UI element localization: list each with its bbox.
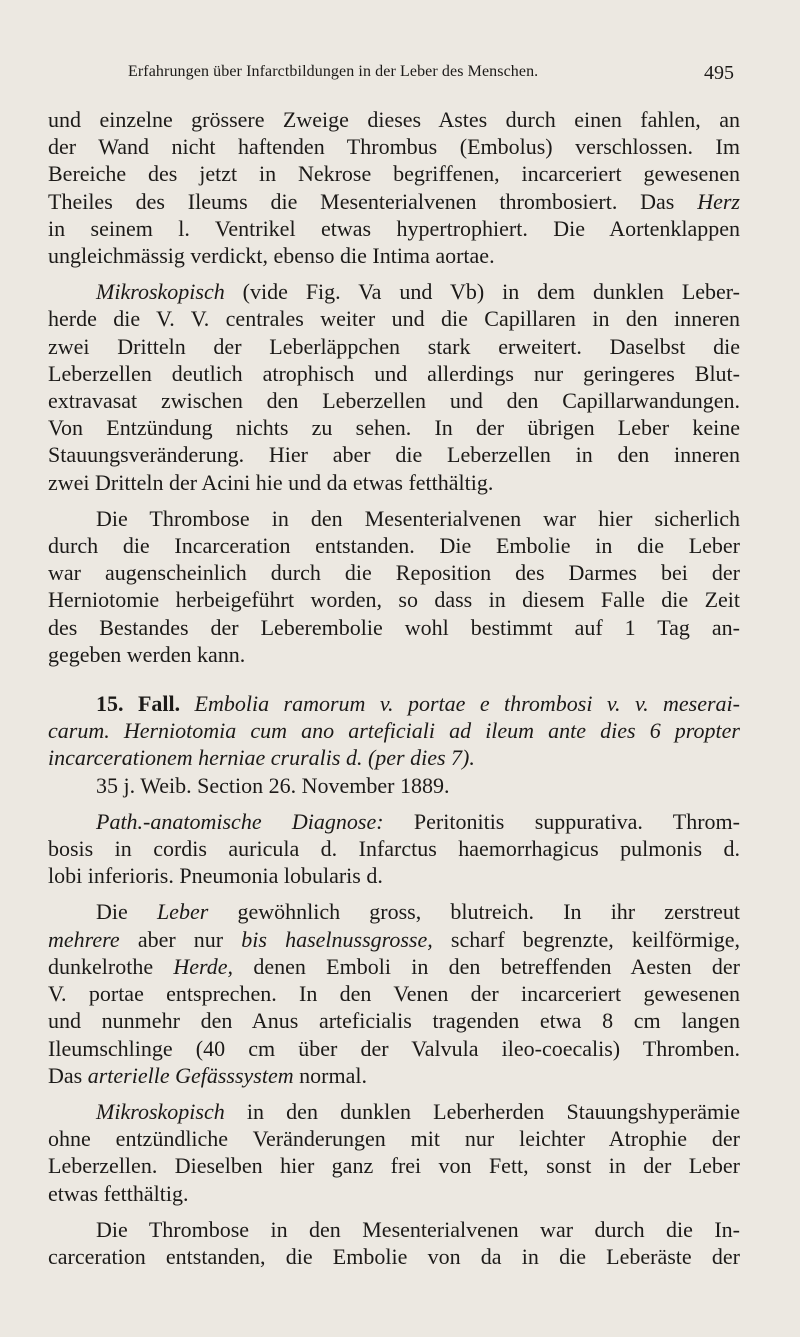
paragraph-thrombosis-discussion <box>48 505 740 668</box>
text-line: in seinem l. Ventrikel etwas hypertrophiert. Die Aortenklappen <box>48 215 740 241</box>
text-line: und nunmehr den Anus arteficialis tragenden etwa 8 cm langen <box>48 1008 740 1034</box>
text-segment: Theiles des Ileums die Mesenterialvenen thrombosiert. Das <box>48 188 675 214</box>
page-header <box>0 58 800 88</box>
italic-term: Herde, <box>173 953 234 979</box>
text-line: Ileumschlinge (40 cm über der Valvula ileo-coecalis) Thromben. <box>48 1035 740 1061</box>
text-line <box>48 188 740 215</box>
text-line: V. portae entsprechen. In den Venen der incarceriert gewesenen <box>48 981 740 1007</box>
body-text <box>48 106 740 1270</box>
text-line <box>48 953 740 980</box>
text-line: Leberzellen. Dieselben hier ganz frei von Fett, sonst in der Leber <box>48 1153 740 1179</box>
text-line: Herniotomie herbeigeführt worden, so dass in diesem Falle die Zeit <box>48 587 740 613</box>
text-line: der Wand nicht haftenden Thrombus (Embolus) verschlossen. Im <box>48 134 740 160</box>
italic-term: mehrere <box>48 926 120 952</box>
italic-term: Mikroskopisch <box>96 1098 225 1124</box>
paragraph-autopsy-findings <box>48 106 740 269</box>
text-line: durch die Incarceration entstanden. Die Embolie in die Leber <box>48 533 740 559</box>
running-head: Erfahrungen über Infarctbildungen in der Leber des Menschen. <box>128 63 539 80</box>
text-segment: normal. <box>299 1062 367 1088</box>
paragraph-microscopic-findings <box>48 278 740 496</box>
text-line: herde die V. V. centrales weiter und die Capillaren in den inneren <box>48 306 740 332</box>
text-segment: (vide Fig. Va und Vb) in dem dunklen Leber- <box>242 279 740 305</box>
text-line: Die Thrombose in den Mesenterialvenen war hier sicherlich <box>96 505 740 531</box>
text-line: und einzelne grössere Zweige dieses Astes durch einen fahlen, an <box>48 107 740 132</box>
text-segment: in den dunklen Leberherden Stauungshyperämie <box>246 1098 740 1124</box>
text-line: Leberzellen deutlich atrophisch und allerdings nur geringeres Blut- <box>48 360 740 386</box>
text-line: carum. Herniotomia cum ano arteficiali ad ileum ante dies 6 propter <box>48 718 740 744</box>
italic-term: arterielle Gefässsystem <box>87 1062 294 1088</box>
paragraph-conclusion <box>48 1216 740 1270</box>
text-segment: aber nur <box>137 926 224 952</box>
text-line: gegeben werden kann. <box>48 641 246 667</box>
text-line: etwas fetthältig. <box>48 1180 189 1206</box>
page-number: 495 <box>704 62 734 84</box>
italic-term: Mikroskopisch <box>96 279 225 305</box>
case-title: Embolia ramorum v. portae e thrombosi v. v. meserai- <box>194 691 740 717</box>
text-segment: denen Emboli in den betreffenden Aesten der <box>253 953 741 979</box>
text-line <box>48 690 740 717</box>
text-segment: gewöhnlich gross, blutreich. In ihr zerstreut <box>237 899 741 925</box>
text-line: Bereiche des jetzt in Nekrose begriffenen, incarceriert gewesenen <box>48 161 740 187</box>
text-line: bosis in cordis auricula d. Infarctus haemorrhagicus pulmonis d. <box>48 836 740 862</box>
text-segment: Die <box>96 899 128 925</box>
text-line: Von Entzündung nichts zu sehen. In der übrigen Leber keine <box>48 415 740 441</box>
text-line <box>48 808 740 835</box>
paragraph-microscopic-case15 <box>48 1098 740 1207</box>
case-label: 15. Fall. <box>96 691 181 717</box>
text-line: des Bestandes der Leberembolie wohl bestimmt auf 1 Tag an- <box>48 614 740 640</box>
italic-term: bis haselnussgrosse, <box>241 926 433 952</box>
paragraph-liver-findings <box>48 898 740 1088</box>
text-line: incarcerationem herniae cruralis d. (per dies 7). <box>48 745 475 771</box>
text-line: zwei Dritteln der Leberläppchen stark erweitert. Daselbst die <box>48 333 740 359</box>
case-patient-line: 35 j. Weib. Section 26. November 1889. <box>96 772 450 798</box>
italic-term: Leber <box>156 899 209 925</box>
text-segment: Das <box>48 1062 83 1088</box>
text-line: Stauungsveränderung. Hier aber die Leberzellen in den inneren <box>48 442 740 468</box>
text-line: zwei Dritteln der Acini hie und da etwas fetthältig. <box>48 469 494 495</box>
text-line: extravasat zwischen den Leberzellen und den Capillarwandungen. <box>48 388 740 414</box>
text-segment: dunkelrothe <box>48 953 154 979</box>
paragraph-diagnosis <box>48 808 740 890</box>
case-heading <box>48 690 740 799</box>
text-line <box>48 898 740 925</box>
text-line: ohne entzündliche Veränderungen mit nur leichter Atrophie der <box>48 1126 740 1152</box>
text-line <box>48 926 740 953</box>
text-line: carceration entstanden, die Embolie von da in die Leberäste der <box>48 1243 740 1269</box>
text-segment: Peritonitis suppurativa. Throm- <box>413 808 740 834</box>
text-line <box>48 278 740 305</box>
text-line <box>48 1062 740 1089</box>
text-line: war augenscheinlich durch die Reposition des Darmes bei der <box>48 560 740 586</box>
text-line: lobi inferioris. Pneumonia lobularis d. <box>48 863 383 889</box>
italic-term: Path.-anatomische Diagnose: <box>96 808 384 834</box>
text-line <box>48 1098 740 1125</box>
italic-term: Herz <box>697 188 740 214</box>
text-segment: scharf begrenzte, keilförmige, <box>450 926 741 952</box>
text-line: Die Thrombose in den Mesenterialvenen war durch die In- <box>96 1216 740 1242</box>
text-line: ungleichmässig verdickt, ebenso die Intima aortae. <box>48 243 495 269</box>
